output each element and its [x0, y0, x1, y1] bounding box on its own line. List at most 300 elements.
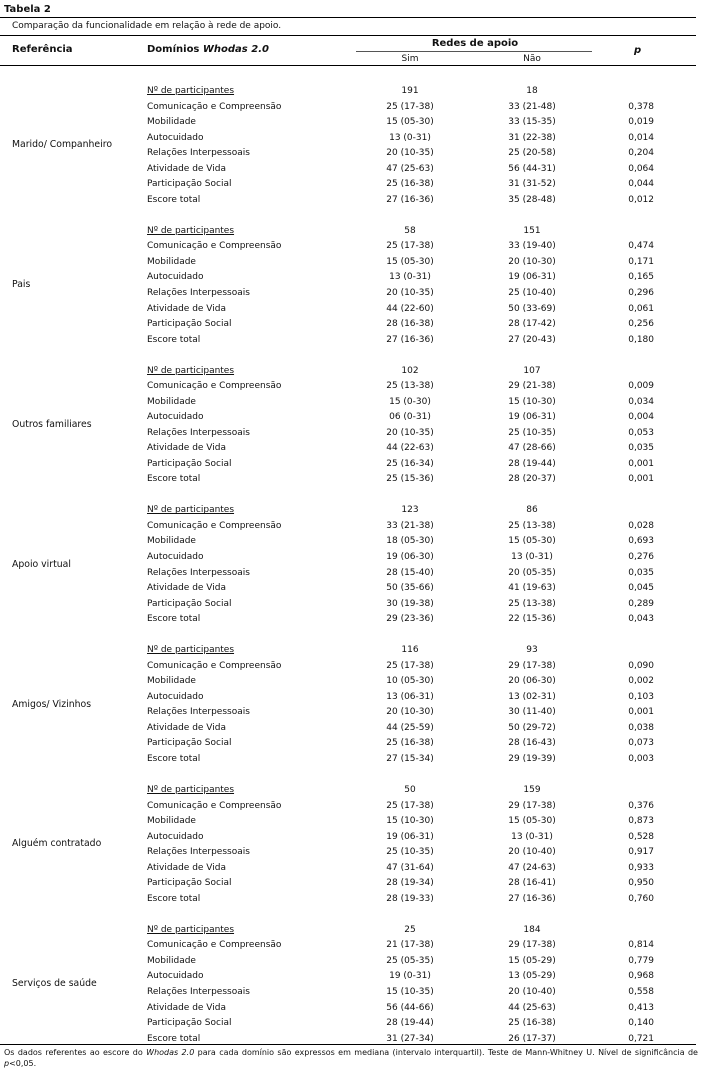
sim-cell: 31 (27-34)	[386, 1033, 434, 1044]
reference-label: Amigos/ Vizinhos	[12, 698, 92, 710]
nao-cell: 19 (06-31)	[508, 412, 556, 423]
sim-cell: 25 (13-38)	[386, 381, 434, 392]
p-value-cell: 0,014	[628, 132, 654, 143]
nao-cell: 151	[523, 225, 541, 236]
domain-label: Relações Interpessoais	[147, 148, 250, 159]
nao-cell: 25 (20-58)	[508, 148, 556, 159]
sim-cell: 20 (10-30)	[386, 707, 434, 718]
nao-cell: 15 (05-30)	[508, 816, 556, 827]
domain-label: Comunicação e Compreensão	[147, 660, 282, 671]
table-row	[0, 381, 702, 397]
sim-cell: 28 (15-40)	[386, 567, 434, 578]
domain-label: Mobilidade	[147, 816, 196, 827]
table-row	[0, 583, 702, 599]
sim-cell: 50	[404, 784, 416, 795]
table-row	[0, 707, 702, 723]
domain-label: Atividade de Vida	[147, 862, 226, 873]
table-row	[0, 847, 702, 863]
nao-cell: 18	[526, 86, 538, 96]
table-row	[0, 319, 702, 335]
domain-label: Participação Social	[147, 319, 232, 330]
sim-cell: 15 (10-35)	[386, 986, 434, 997]
domain-label: Escore total	[147, 334, 201, 345]
p-value-cell: 0,378	[628, 101, 654, 112]
nao-cell: 25 (13-38)	[508, 520, 556, 531]
domain-label: Participação Social	[147, 179, 232, 190]
p-value-cell: 0,760	[628, 893, 654, 904]
domain-label: Mobilidade	[147, 117, 196, 128]
table-row	[0, 102, 702, 118]
domain-label: Mobilidade	[147, 536, 196, 547]
table-group	[0, 505, 702, 645]
table-row	[0, 195, 702, 211]
nao-cell: 28 (20-37)	[508, 474, 556, 485]
reference-label: Alguém contratado	[12, 838, 102, 850]
participants-label: Nº de participantes	[147, 365, 235, 376]
sim-cell: 191	[401, 86, 419, 96]
nao-cell: 30 (11-40)	[508, 707, 556, 718]
sim-cell: 06 (0-31)	[389, 412, 431, 423]
participants-row	[0, 785, 702, 801]
p-value-cell: 0,171	[628, 256, 654, 267]
table-group	[0, 645, 702, 785]
domain-label: Escore total	[147, 893, 201, 904]
domain-label: Atividade de Vida	[147, 1002, 226, 1013]
nao-cell: 25 (10-35)	[508, 427, 556, 438]
domain-label: Escore total	[147, 614, 201, 625]
table-row	[0, 971, 702, 990]
table-group	[0, 366, 702, 506]
p-value-cell: 0,009	[628, 381, 654, 392]
reference-label: Serviços de saúde	[12, 978, 97, 990]
table-row	[0, 397, 702, 413]
nao-cell: 27 (16-36)	[508, 893, 556, 904]
p-value-cell: 0,061	[628, 303, 654, 314]
sim-cell: 13 (06-31)	[386, 691, 434, 702]
sim-cell: 20 (10-35)	[386, 148, 434, 159]
nao-cell: 44 (25-63)	[508, 1002, 556, 1013]
sim-cell: 10 (05-30)	[386, 676, 434, 687]
header-redes-de-apoio: Redes de apoio	[431, 38, 519, 49]
domain-label: Atividade de Vida	[147, 303, 226, 314]
nao-cell: 33 (15-35)	[508, 117, 556, 128]
p-value-cell: 0,873	[628, 816, 654, 827]
table-row	[0, 894, 702, 910]
table-row	[0, 412, 702, 431]
nao-cell: 20 (06-30)	[508, 676, 556, 687]
table-row	[0, 257, 702, 273]
sim-cell: 30 (19-38)	[386, 598, 434, 609]
p-value-cell: 0,474	[628, 241, 654, 252]
nao-cell: 29 (21-38)	[508, 381, 556, 392]
domain-label: Autocuidado	[147, 132, 204, 143]
table-row	[0, 940, 702, 956]
sim-cell: 25 (15-36)	[386, 474, 434, 485]
nao-cell: 29 (17-38)	[508, 800, 556, 811]
domain-label: Comunicação e Compreensão	[147, 241, 282, 252]
sim-cell: 27 (16-36)	[386, 334, 434, 345]
p-value-cell: 0,933	[628, 862, 654, 873]
header-nao: Não	[523, 54, 541, 64]
p-value-cell: 0,035	[628, 443, 654, 454]
domain-label: Comunicação e Compreensão	[147, 381, 282, 392]
sim-cell: 13 (0-31)	[389, 132, 431, 143]
p-value-cell: 0,090	[628, 660, 654, 671]
sim-cell: 47 (31-64)	[386, 862, 434, 873]
p-value-cell: 0,035	[628, 567, 654, 578]
sim-cell: 27 (16-36)	[386, 194, 434, 205]
domain-label: Mobilidade	[147, 256, 196, 267]
sim-cell: 15 (10-30)	[386, 816, 434, 827]
nao-cell: 28 (17-42)	[508, 319, 556, 330]
sim-cell: 25 (17-38)	[386, 241, 434, 252]
reference-label: Marido/ Companheiro	[12, 139, 113, 151]
nao-cell: 26 (17-37)	[508, 1033, 556, 1044]
participants-row	[0, 645, 702, 661]
redes-underline	[356, 51, 592, 52]
nao-cell: 86	[526, 505, 538, 516]
sim-cell: 25 (16-38)	[386, 179, 434, 190]
p-value-cell: 0,256	[628, 319, 654, 330]
sim-cell: 44 (22-63)	[386, 443, 434, 454]
sim-cell: 25 (16-38)	[386, 738, 434, 749]
nao-cell: 27 (20-43)	[508, 334, 556, 345]
p-value-cell: 0,376	[628, 800, 654, 811]
domain-label: Mobilidade	[147, 676, 196, 687]
p-value-cell: 0,073	[628, 738, 654, 749]
participants-row	[0, 86, 702, 102]
p-value-cell: 0,528	[628, 831, 654, 842]
table-row	[0, 179, 702, 195]
sim-cell: 29 (23-36)	[386, 614, 434, 625]
nao-cell: 19 (06-31)	[508, 272, 556, 283]
nao-cell: 25 (13-38)	[508, 598, 556, 609]
table-row	[0, 459, 702, 475]
table-row	[0, 832, 702, 848]
p-value-cell: 0,034	[628, 396, 654, 407]
reference-label: Outros familiares	[12, 419, 92, 431]
sim-cell: 19 (06-31)	[386, 831, 434, 842]
table-row	[0, 568, 702, 584]
table-footnote: Os dados referentes ao escore do Whodas 2.0 para cada domínio são expressos em mediana (intervalo interquartil). Teste de Mann-Whitney U. Nível de significância de p<0,05.	[4, 1048, 698, 1068]
participants-row	[0, 366, 702, 382]
table-row	[0, 443, 702, 459]
domain-label: Relações Interpessoais	[147, 427, 250, 438]
p-value-cell: 0,968	[628, 971, 654, 982]
nao-cell: 159	[523, 784, 541, 795]
table-row	[0, 1018, 702, 1034]
p-value-cell: 0,001	[628, 707, 654, 718]
sim-cell: 19 (0-31)	[389, 971, 431, 982]
nao-cell: 50 (29-72)	[508, 722, 556, 733]
table-group	[0, 86, 702, 226]
domain-label: Relações Interpessoais	[147, 567, 250, 578]
table-row	[0, 474, 702, 490]
participants-label: Nº de participantes	[147, 645, 235, 656]
nao-cell: 33 (19-40)	[508, 241, 556, 252]
table-row	[0, 801, 702, 817]
nao-cell: 184	[523, 924, 541, 935]
nao-cell: 47 (28-66)	[508, 443, 556, 454]
header-p: p	[634, 45, 642, 56]
p-value-cell: 0,019	[628, 117, 654, 128]
p-value-cell: 0,043	[628, 614, 654, 625]
domain-label: Atividade de Vida	[147, 443, 226, 454]
domain-label: Escore total	[147, 474, 201, 485]
domain-label: Comunicação e Compreensão	[147, 940, 282, 951]
sim-cell: 27 (15-34)	[386, 754, 434, 765]
nao-cell: 20 (05-35)	[508, 567, 556, 578]
reference-label: Pais	[12, 279, 31, 291]
p-value-cell: 0,003	[628, 754, 654, 765]
p-value-cell: 0,044	[628, 179, 654, 190]
nao-cell: 25 (16-38)	[508, 1018, 556, 1029]
nao-cell: 13 (05-29)	[508, 971, 556, 982]
nao-cell: 13 (0-31)	[511, 831, 553, 842]
sim-cell: 44 (25-59)	[386, 722, 434, 733]
p-value-cell: 0,413	[628, 1002, 654, 1013]
p-value-cell: 0,276	[628, 552, 654, 563]
table-row	[0, 272, 702, 291]
table-row	[0, 676, 702, 692]
domain-label: Escore total	[147, 754, 201, 765]
domain-label: Autocuidado	[147, 412, 204, 423]
participants-row	[0, 226, 702, 242]
sim-cell: 21 (17-38)	[386, 940, 434, 951]
table-row	[0, 987, 702, 1003]
table-row	[0, 552, 702, 568]
sim-cell: 15 (05-30)	[386, 117, 434, 128]
top-rule	[0, 17, 696, 18]
table-row	[0, 661, 702, 677]
sim-cell: 102	[401, 365, 419, 376]
nao-cell: 56 (44-31)	[508, 163, 556, 174]
domain-label: Atividade de Vida	[147, 163, 226, 174]
p-value-cell: 0,917	[628, 847, 654, 858]
domain-label: Participação Social	[147, 878, 232, 889]
table-row	[0, 738, 702, 754]
nao-cell: 15 (05-30)	[508, 536, 556, 547]
domain-label: Relações Interpessoais	[147, 986, 250, 997]
sim-cell: 28 (16-38)	[386, 319, 434, 330]
nao-cell: 29 (19-39)	[508, 754, 556, 765]
header-referencia: Referência	[12, 44, 73, 55]
sim-cell: 19 (06-30)	[386, 552, 434, 563]
table-row	[0, 117, 702, 133]
nao-cell: 35 (28-48)	[508, 194, 556, 205]
p-value-cell: 0,296	[628, 287, 654, 298]
nao-cell: 15 (10-30)	[508, 396, 556, 407]
p-value-cell: 0,028	[628, 520, 654, 531]
sim-cell: 58	[404, 225, 416, 236]
table-caption: Comparação da funcionalidade em relação à rede de apoio.	[12, 21, 282, 31]
table-row	[0, 878, 702, 894]
domain-label: Mobilidade	[147, 396, 196, 407]
p-value-cell: 0,779	[628, 955, 654, 966]
participants-label: Nº de participantes	[147, 225, 235, 236]
p-value-cell: 0,814	[628, 940, 654, 951]
sim-cell: 20 (10-35)	[386, 287, 434, 298]
sim-cell: 28 (19-34)	[386, 878, 434, 889]
nao-cell: 20 (10-40)	[508, 986, 556, 997]
p-value-cell: 0,204	[628, 148, 654, 159]
domain-label: Atividade de Vida	[147, 583, 226, 594]
table-row	[0, 1003, 702, 1019]
domain-label: Autocuidado	[147, 971, 204, 982]
domain-label: Comunicação e Compreensão	[147, 101, 282, 112]
sim-cell: 25 (16-34)	[386, 458, 434, 469]
table-row	[0, 816, 702, 832]
table-row	[0, 754, 702, 770]
p-value-cell: 0,950	[628, 878, 654, 889]
domain-label: Comunicação e Compreensão	[147, 800, 282, 811]
p-value-cell: 0,002	[628, 676, 654, 687]
p-value-cell: 0,001	[628, 474, 654, 485]
sim-cell: 15 (05-30)	[386, 256, 434, 267]
table-row	[0, 133, 702, 149]
nao-cell: 31 (31-52)	[508, 179, 556, 190]
table-row	[0, 304, 702, 320]
sim-cell: 44 (22-60)	[386, 303, 434, 314]
p-value-cell: 0,064	[628, 163, 654, 174]
domain-label: Relações Interpessoais	[147, 707, 250, 718]
p-value-cell: 0,053	[628, 427, 654, 438]
domain-label: Participação Social	[147, 738, 232, 749]
domain-label: Relações Interpessoais	[147, 287, 250, 298]
sim-cell: 28 (19-44)	[386, 1018, 434, 1029]
table-row	[0, 956, 702, 972]
bottom-rule	[0, 1044, 696, 1045]
table-row	[0, 521, 702, 537]
sim-cell: 33 (21-38)	[386, 520, 434, 531]
domain-label: Comunicação e Compreensão	[147, 520, 282, 531]
sim-cell: 15 (0-30)	[389, 396, 431, 407]
sim-cell: 25 (05-35)	[386, 955, 434, 966]
sim-cell: 25 (17-38)	[386, 660, 434, 671]
table-row	[0, 536, 702, 552]
domain-label: Participação Social	[147, 598, 232, 609]
nao-cell: 22 (15-36)	[508, 614, 556, 625]
p-value-cell: 0,004	[628, 412, 654, 423]
header-sim: Sim	[401, 54, 419, 64]
nao-cell: 29 (17-38)	[508, 940, 556, 951]
domain-label: Relações Interpessoais	[147, 847, 250, 858]
nao-cell: 31 (22-38)	[508, 132, 556, 143]
table-row	[0, 863, 702, 879]
sim-cell: 25 (10-35)	[386, 847, 434, 858]
header-bottom-rule	[0, 65, 696, 66]
sim-cell: 123	[401, 505, 419, 516]
domain-label: Autocuidado	[147, 691, 204, 702]
nao-cell: 25 (10-40)	[508, 287, 556, 298]
table-row	[0, 614, 702, 630]
sim-cell: 25 (17-38)	[386, 800, 434, 811]
domain-label: Participação Social	[147, 1018, 232, 1029]
table-row	[0, 148, 702, 164]
sim-cell: 20 (10-35)	[386, 427, 434, 438]
nao-cell: 15 (05-29)	[508, 955, 556, 966]
nao-cell: 20 (10-30)	[508, 256, 556, 267]
participants-row	[0, 925, 702, 941]
table-row	[0, 164, 702, 180]
nao-cell: 20 (10-40)	[508, 847, 556, 858]
p-value-cell: 0,721	[628, 1033, 654, 1044]
p-value-cell: 0,140	[628, 1018, 654, 1029]
participants-row	[0, 505, 702, 521]
nao-cell: 13 (02-31)	[508, 691, 556, 702]
sim-cell: 25	[404, 924, 416, 935]
domain-label: Autocuidado	[147, 272, 204, 283]
p-value-cell: 0,012	[628, 194, 654, 205]
nao-cell: 33 (21-48)	[508, 101, 556, 112]
nao-cell: 28 (16-43)	[508, 738, 556, 749]
sim-cell: 28 (19-33)	[386, 893, 434, 904]
participants-label: Nº de participantes	[147, 924, 235, 935]
domain-label: Escore total	[147, 194, 201, 205]
domain-label: Mobilidade	[147, 955, 196, 966]
p-value-cell: 0,045	[628, 583, 654, 594]
domain-label: Escore total	[147, 1033, 201, 1044]
nao-cell: 93	[526, 645, 538, 656]
p-value-cell: 0,180	[628, 334, 654, 345]
sim-cell: 18 (05-30)	[386, 536, 434, 547]
table-body	[0, 86, 702, 1065]
table-row	[0, 599, 702, 615]
table-row	[0, 288, 702, 304]
participants-label: Nº de participantes	[147, 784, 235, 795]
reference-label: Apoio virtual	[12, 558, 71, 570]
table-row	[0, 241, 702, 257]
p-value-cell: 0,103	[628, 691, 654, 702]
nao-cell: 107	[523, 365, 541, 376]
table-title: Tabela 2	[4, 4, 51, 15]
domain-label: Participação Social	[147, 458, 232, 469]
p-value-cell: 0,165	[628, 272, 654, 283]
table-group	[0, 226, 702, 366]
domain-label: Atividade de Vida	[147, 722, 226, 733]
sim-cell: 116	[401, 645, 419, 656]
nao-cell: 29 (17-38)	[508, 660, 556, 671]
participants-label: Nº de participantes	[147, 86, 235, 96]
header-top-rule	[0, 35, 696, 36]
sim-cell: 13 (0-31)	[389, 272, 431, 283]
p-value-cell: 0,693	[628, 536, 654, 547]
sim-cell: 50 (35-66)	[386, 583, 434, 594]
header-dominios: Domínios Whodas 2.0	[147, 44, 269, 55]
p-value-cell: 0,001	[628, 458, 654, 469]
sim-cell: 56 (44-66)	[386, 1002, 434, 1013]
table-group	[0, 785, 702, 925]
table-row	[0, 335, 702, 351]
participants-label: Nº de participantes	[147, 505, 235, 516]
sim-cell: 25 (17-38)	[386, 101, 434, 112]
nao-cell: 50 (33-69)	[508, 303, 556, 314]
table-row	[0, 428, 702, 444]
p-value-cell: 0,558	[628, 986, 654, 997]
sim-cell: 47 (25-63)	[386, 163, 434, 174]
nao-cell: 28 (19-44)	[508, 458, 556, 469]
p-value-cell: 0,289	[628, 598, 654, 609]
nao-cell: 13 (0-31)	[511, 552, 553, 563]
nao-cell: 28 (16-41)	[508, 878, 556, 889]
p-value-cell: 0,038	[628, 722, 654, 733]
table-row	[0, 692, 702, 708]
nao-cell: 41 (19-63)	[508, 583, 556, 594]
nao-cell: 47 (24-63)	[508, 862, 556, 873]
table-row	[0, 723, 702, 739]
domain-label: Autocuidado	[147, 831, 204, 842]
domain-label: Autocuidado	[147, 552, 204, 563]
